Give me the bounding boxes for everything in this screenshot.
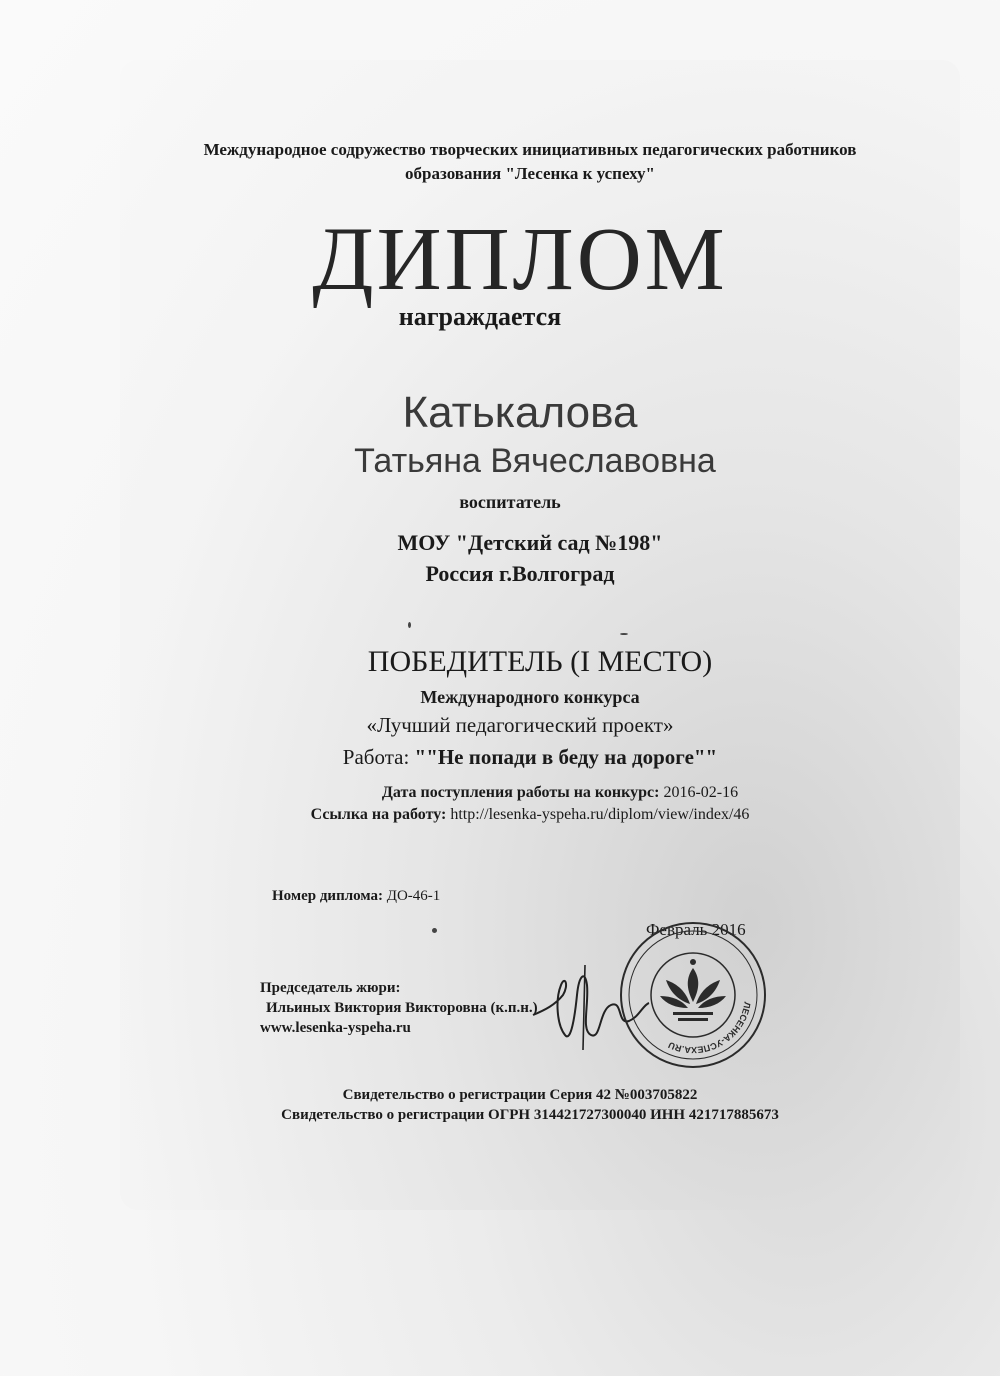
recipient-position: воспитатель	[459, 492, 561, 512]
work-line	[250, 745, 810, 770]
chairman-block	[260, 978, 538, 1038]
registration-line-1: Свидетельство о регистрации Серия 42 №003705822	[342, 1087, 698, 1103]
awarded-text: награждается	[398, 302, 562, 331]
organization-seal	[618, 920, 768, 1070]
website: www.lesenka-yspeha.ru	[260, 1020, 411, 1036]
work-title: ""Не попади в беду на дороге""	[414, 745, 718, 769]
chairman-label: Председатель жюри:	[260, 980, 401, 996]
diploma-title: ДИПЛОМ	[312, 210, 728, 309]
submission-date-label: Дата поступления работы на конкурс:	[381, 784, 660, 801]
registration-line-2: Свидетельство о регистрации ОГРН 314421727300040 ИНН 421717885673	[281, 1107, 779, 1123]
contest-name: «Лучший педагогический проект»	[366, 713, 674, 737]
recipient-given-names: Татьяна Вячеславовна	[354, 442, 716, 480]
recipient-institution: МОУ "Детский сад №198"	[397, 530, 663, 555]
issue-month-year: Февраль 2016	[646, 920, 746, 939]
scan-speck	[432, 928, 437, 933]
diploma-number-label: Номер диплома:	[272, 888, 383, 904]
contest-type: Международного конкурса	[420, 687, 640, 707]
submission-date-value: 2016-02-16	[663, 784, 739, 801]
organization-name: Международное содружество творческих инициативных педагогических работников образования "Лесенка к успеху"	[203, 140, 857, 183]
diploma-number-line	[272, 888, 440, 905]
svg-text:ЛЕСЕНКА-УСПЕХА.RU	[667, 1001, 753, 1055]
diploma-number: ДО-46-1	[386, 888, 441, 904]
work-link-label: Ссылка на работу:	[310, 806, 447, 823]
award-place: ПОБЕДИТЕЛЬ (I МЕСТО)	[367, 645, 713, 678]
chairman-name-line	[260, 998, 538, 1018]
scan-speck	[620, 633, 628, 635]
work-link-line	[240, 806, 820, 824]
chairman-degree: (к.п.н.)	[490, 1000, 538, 1016]
seal-ring-text: ЛЕСЕНКА-УСПЕХА.RU	[666, 1001, 753, 1056]
work-label: Работа:	[342, 745, 410, 769]
chairman-name: Ильиных Виктория Викторовна	[266, 1000, 487, 1016]
recipient-surname: Катькалова	[402, 388, 638, 437]
scan-speck	[408, 622, 411, 628]
work-link-value: http://lesenka-yspeha.ru/diplom/view/index/46	[450, 806, 750, 823]
submission-date-line	[280, 784, 840, 802]
recipient-location: Россия г.Волгоград	[425, 561, 615, 586]
